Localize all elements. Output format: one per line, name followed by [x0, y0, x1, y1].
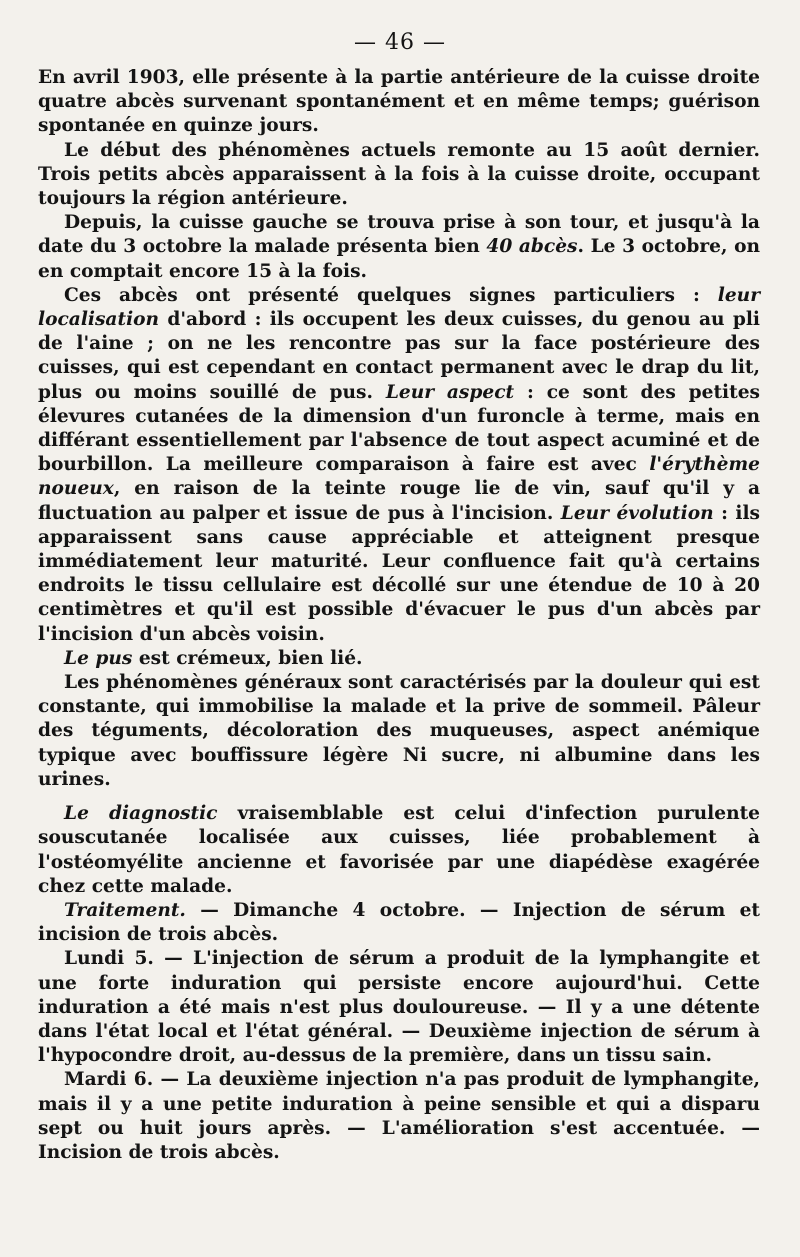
paragraph	[38, 284, 760, 647]
italic-text: Traitement.	[64, 899, 186, 921]
italic-text: Leur évolution	[560, 502, 714, 524]
italic-text: Le diagnostic	[64, 803, 218, 825]
paragraph	[38, 947, 760, 1068]
paragraph	[38, 647, 760, 671]
paragraph	[38, 139, 760, 212]
text-run: vraisemblable est celui d'infection purulente souscutanée localisée aux cuisses, liée probablement à l'ostéomyélite ancienne et favorisée par une diapédèse exagérée chez cette malade.	[38, 803, 761, 897]
italic-text: 40 abcès	[486, 236, 578, 258]
paragraph	[38, 66, 760, 139]
text-run: Mardi 6. — La deuxième injection n'a pas produit de lymphangite, mais il y a une petite induration à peine sensible et qui a disparu sept ou huit jours après. — L'amélioration s'est accentuée. — Incision de trois abcès.	[38, 1069, 760, 1163]
text-run: : ils apparaissent sans cause appréciable et atteignent presque immédiatement leur maturité. Leur confluence fait qu'à certains endroits le tissu cellulaire est décollé sur une étendue de 10 à 20 centimètres et qu'il est possible d'évacuer le pus d'un abcès par l'incision d'un abcès voisin.	[38, 502, 761, 645]
italic-text: Le pus	[64, 647, 133, 669]
paragraph	[38, 211, 760, 284]
paragraph	[38, 802, 760, 899]
page-number: — 46 —	[354, 30, 446, 55]
text-run: Les phénomènes généraux sont caractérisés par la douleur qui est constante, qui immobilise la malade et la prive de sommeil. Pâleur des téguments, décoloration des muqueuses, aspect anémique typique avec bouffissure légère Ni sucre, ni albumine dans les urines.	[38, 672, 760, 790]
italic-text: l'érythème noueux	[38, 454, 760, 500]
text-run: : ce sont des petites élevures cutanées de la dimension d'un furoncle à terme, mais en différant essentiellement par l'absence de tout aspect acuminé et de bourbillon. La meilleure comparaison à faire est avec	[38, 381, 761, 476]
paragraph	[38, 899, 760, 947]
text-run: d'abord : ils occupent les deux cuisses, du genou au pli de l'aine ; on ne les rencontre pas sur la face postérieure des cuisses, qui est cependant en contact permanent avec le drap du lit, plus ou moins souillé de pus.	[38, 309, 760, 403]
paragraph	[38, 1068, 760, 1165]
italic-text: Leur aspect	[385, 381, 515, 403]
text-run: Lundi 5. — L'injection de sérum a produit de la lymphangite et une forte induration qui persiste encore aujourd'hui. Cette induration a été mais n'est plus douloureuse. — Il y a une détente dans l'état local et l'état général. — Deuxième injection de sérum à l'hypocondre droit, au-dessus de la première, dans un tissu sain.	[38, 948, 760, 1067]
text-run: est crémeux, bien lié.	[132, 647, 363, 669]
text-run: — Dimanche 4 octobre. — Injection de sérum et incision de trois abcès.	[38, 899, 760, 946]
text-run: Le début des phénomènes actuels remonte au 15 août dernier. Trois petits abcès apparaissent à la fois à la cuisse droite, occupant toujours la région antérieure.	[38, 139, 760, 210]
text-run: En avril 1903, elle présente à la partie antérieure de la cuisse droite quatre abcès survenant spontanément et en même temps; guérison spontanée en quinze jours.	[38, 67, 760, 137]
text-run: Ces abcès ont présenté quelques signes particuliers :	[64, 284, 718, 306]
paragraph	[38, 671, 760, 792]
italic-text: leur localisation	[38, 284, 760, 331]
text-run: , en raison de la teinte rouge lie de vin, sauf qu'il y a fluctuation au palper et issue de pus à l'incision.	[38, 478, 760, 524]
text-run: Depuis, la cuisse gauche se trouva prise à son tour, et jusqu'à la date du 3 octobre la malade présenta bien	[38, 212, 760, 258]
text-run: . Le 3 octobre, on en comptait encore 15 à la fois.	[38, 236, 760, 282]
body-text	[38, 66, 760, 1165]
